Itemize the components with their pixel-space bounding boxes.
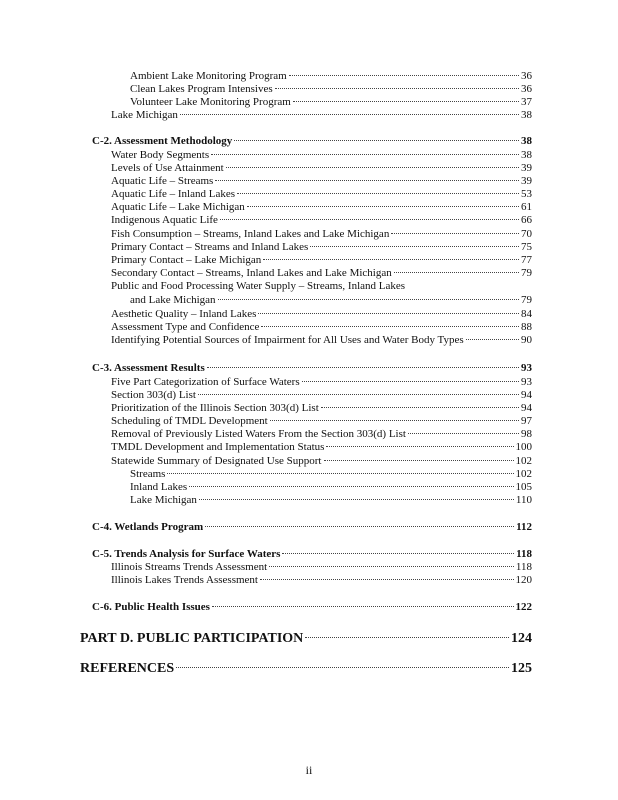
toc-entry-page: 36 <box>521 70 532 82</box>
dot-leader <box>305 637 509 638</box>
toc-entry-label: Aquatic Life – Lake Michigan <box>111 201 245 213</box>
dot-leader <box>258 313 519 314</box>
toc-entry-page: 102 <box>515 468 532 480</box>
toc-entry-page: 84 <box>521 308 532 320</box>
toc-entry-label: Section 303(d) List <box>111 389 196 401</box>
toc-entry-page: 37 <box>521 96 532 108</box>
toc-entry-label: Lake Michigan <box>130 494 197 506</box>
toc-entry-streams <box>130 468 532 481</box>
dot-leader <box>260 579 514 580</box>
toc-entry-levels-of-use <box>111 162 532 175</box>
toc-entry-page: 39 <box>521 175 532 187</box>
toc-entry-label: Lake Michigan <box>111 109 178 121</box>
dot-leader <box>324 460 514 461</box>
dot-leader <box>321 407 519 408</box>
dot-leader <box>302 381 519 382</box>
toc-entry-label: Ambient Lake Monitoring Program <box>130 70 287 82</box>
toc-entry-aquatic-life-inland-lakes <box>111 188 532 201</box>
toc-entry-label: Aquatic Life – Inland Lakes <box>111 188 236 200</box>
toc-entry-page: 118 <box>515 561 532 573</box>
toc-entry-inland-lakes <box>130 481 532 494</box>
toc-entry-page: 93 <box>521 376 532 388</box>
toc-entry-statewide-summary <box>111 455 532 468</box>
toc-entry-label: C-2. Assessment Methodology <box>92 135 233 147</box>
dot-leader <box>215 180 519 181</box>
toc-entry-page: 70 <box>521 228 532 240</box>
toc-entry-label: Assessment Type and Confidence <box>111 321 260 333</box>
toc-entry-label: and Lake Michigan <box>130 294 216 306</box>
toc-entry-label: Removal of Previously Listed Waters From the Section 303(d) List <box>111 428 406 440</box>
toc-section-c4 <box>92 521 532 534</box>
toc-entry-indigenous-aquatic-life <box>111 214 532 227</box>
toc-entry-page: 97 <box>521 415 532 427</box>
toc-entry-primary-contact-streams <box>111 241 532 254</box>
toc-entry-fish-consumption <box>111 228 532 241</box>
toc-entry-label: Clean Lakes Program Intensives <box>130 83 273 95</box>
toc-entry-label: Illinois Lakes Trends Assessment <box>111 574 258 586</box>
toc-entry-label: C-3. Assessment Results <box>92 362 205 374</box>
dot-leader <box>289 75 519 76</box>
dot-leader <box>282 553 514 554</box>
toc-entry-page: 110 <box>515 494 532 506</box>
dot-leader <box>212 606 514 607</box>
dot-leader <box>180 114 519 115</box>
toc-entry-label: Scheduling of TMDL Development <box>111 415 268 427</box>
toc-entry-label: Indigenous Aquatic Life <box>111 214 218 226</box>
toc-entry-page: 93 <box>521 362 532 374</box>
toc-entry-label: Secondary Contact – Streams, Inland Lakes and Lake Michigan <box>111 267 392 279</box>
toc-entry-label: Streams <box>130 468 166 480</box>
toc-entry-label: C-4. Wetlands Program <box>92 521 204 533</box>
dot-leader <box>466 339 519 340</box>
toc-entry-label: TMDL Development and Implementation Status <box>111 441 325 453</box>
dot-leader <box>199 499 514 500</box>
dot-leader <box>189 486 513 487</box>
dot-leader <box>247 206 519 207</box>
toc-section-c5 <box>92 548 532 561</box>
toc-entry-tmdl-development <box>111 441 532 454</box>
toc-entry-page: 98 <box>521 428 532 440</box>
dot-leader <box>275 88 519 89</box>
toc-entry-page: 100 <box>515 441 532 453</box>
toc-entry-label: Primary Contact – Lake Michigan <box>111 254 262 266</box>
toc-entry-primary-contact-lake-michigan <box>111 254 532 267</box>
dot-leader <box>310 246 519 247</box>
toc-entry-page: 79 <box>521 267 532 279</box>
toc-entry-label: Five Part Categorization of Surface Waters <box>111 376 300 388</box>
toc-entry-page: 39 <box>521 162 532 174</box>
toc-entry-label: PART D. PUBLIC PARTICIPATION <box>80 631 304 646</box>
dot-leader <box>263 259 519 260</box>
toc-entry-page: 53 <box>521 188 532 200</box>
toc-entry-label: Illinois Streams Trends Assessment <box>111 561 268 573</box>
toc-entry-page: 61 <box>521 201 532 213</box>
toc-references <box>80 661 532 677</box>
toc-entry-label: Water Body Segments <box>111 149 210 161</box>
toc-entry-aesthetic-quality <box>111 308 532 321</box>
toc-entry-five-part-categorization <box>111 376 532 389</box>
dot-leader <box>207 367 519 368</box>
toc-entry-page: 112 <box>516 521 532 533</box>
toc-entry-page: 94 <box>521 389 532 401</box>
dot-leader <box>391 233 519 234</box>
toc-entry-page: 77 <box>521 254 532 266</box>
dot-leader <box>293 101 519 102</box>
toc-entry-label: REFERENCES <box>80 661 175 676</box>
toc-part-d <box>80 631 532 647</box>
dot-leader <box>269 566 514 567</box>
toc-entry-aquatic-life-lake-michigan <box>111 201 532 214</box>
toc-entry-label: Aquatic Life – Streams <box>111 175 214 187</box>
dot-leader <box>408 433 519 434</box>
toc-section-c3 <box>92 362 532 375</box>
dot-leader <box>237 193 519 194</box>
dot-leader <box>205 526 514 527</box>
dot-leader <box>211 154 519 155</box>
toc-entry-lakes-trends <box>111 574 532 587</box>
toc-entry-page: 118 <box>516 548 532 560</box>
dot-leader <box>326 446 513 447</box>
toc-entry-page: 38 <box>521 135 532 147</box>
toc-entry-page: 122 <box>515 601 532 613</box>
toc-entry-public-water-supply <box>111 280 532 293</box>
page-number: ii <box>305 763 313 777</box>
toc-entry-page: 38 <box>521 109 532 121</box>
toc-entry-label: Statewide Summary of Designated Use Support <box>111 455 322 467</box>
toc-entry-page: 120 <box>515 574 532 586</box>
toc-entry-aquatic-life-streams <box>111 175 532 188</box>
toc-entry-page: 66 <box>521 214 532 226</box>
toc-entry-page: 90 <box>521 334 532 346</box>
toc-entry-assessment-type <box>111 321 532 334</box>
toc-entry-label: Inland Lakes <box>130 481 188 493</box>
toc-entry-potential-sources <box>111 334 532 347</box>
toc-entry-label: Primary Contact – Streams and Inland Lakes <box>111 241 309 253</box>
toc-entry-page: 94 <box>521 402 532 414</box>
toc-entry-label: C-5. Trends Analysis for Surface Waters <box>92 548 281 560</box>
toc-entry-secondary-contact <box>111 267 532 280</box>
toc-entry-label: Identifying Potential Sources of Impairment for All Uses and Water Body Types <box>111 334 464 346</box>
toc-entry-lake-michigan-summary <box>130 494 532 507</box>
dot-leader <box>220 219 519 220</box>
toc-entry-public-water-supply-cont <box>130 294 532 307</box>
toc-entry-streams-trends <box>111 561 532 574</box>
toc-entry-label: Volunteer Lake Monitoring Program <box>130 96 291 108</box>
toc-entry-prioritization <box>111 402 532 415</box>
toc-entry-ambient-lake-monitoring <box>130 70 532 83</box>
toc-entry-label: Aesthetic Quality – Inland Lakes <box>111 308 257 320</box>
toc-entry-label: Public and Food Processing Water Supply – Streams, Inland Lakes <box>111 280 406 292</box>
toc-entry-page: 75 <box>521 241 532 253</box>
toc-section-c2 <box>92 135 532 148</box>
toc-entry-lake-michigan <box>111 109 532 122</box>
toc-entry-page: 88 <box>521 321 532 333</box>
toc-section-c6 <box>92 601 532 614</box>
dot-leader <box>218 299 519 300</box>
toc-entry-page: 79 <box>521 294 532 306</box>
dot-leader <box>261 326 519 327</box>
toc-entry-label: Levels of Use Attainment <box>111 162 224 174</box>
toc-entry-section-303d-list <box>111 389 532 402</box>
dot-leader <box>394 272 519 273</box>
toc-entry-page: 125 <box>511 661 532 676</box>
dot-leader <box>234 140 519 141</box>
dot-leader <box>270 420 519 421</box>
toc-entry-page: 36 <box>521 83 532 95</box>
toc-entry-label: Fish Consumption – Streams, Inland Lakes and Lake Michigan <box>111 228 390 240</box>
dot-leader <box>176 667 509 668</box>
toc-entry-scheduling-tmdl <box>111 415 532 428</box>
dot-leader <box>198 394 519 395</box>
toc-entry-page: 38 <box>521 149 532 161</box>
toc-entry-removal-listed-waters <box>111 428 532 441</box>
toc-entry-label: C-6. Public Health Issues <box>92 601 210 613</box>
toc-entry-page: 124 <box>511 631 532 646</box>
toc-entry-page: 102 <box>515 455 532 467</box>
toc-entry-water-body-segments <box>111 149 532 162</box>
toc-entry-clean-lakes <box>130 83 532 96</box>
toc-entry-page: 105 <box>515 481 532 493</box>
toc-entry-volunteer-lake <box>130 96 532 109</box>
dot-leader <box>167 473 513 474</box>
dot-leader <box>226 167 519 168</box>
toc-entry-label: Prioritization of the Illinois Section 303(d) List <box>111 402 319 414</box>
